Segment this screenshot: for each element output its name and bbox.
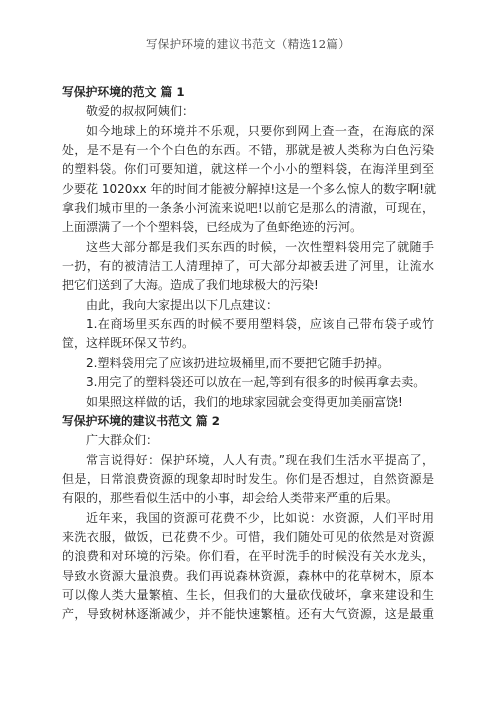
paragraph-line: 上面漂满了一个个塑料袋，已经成为了鱼虾绝迹的污河。 <box>62 220 363 235</box>
paragraph-line: 导致水资源大量浪费。我们再说森林资源，森林中的花草树木，原本 <box>62 568 434 583</box>
paragraph-line: 来洗衣服，做饭，已花费不少。可惜，我们随处可见的依然是对资源 <box>62 529 434 544</box>
paragraph-line: 少要花 1020xx 年的时间才能被分解掉!这是一个多么惊人的数字啊!就 <box>62 181 436 196</box>
paragraph-line: 2.塑料袋用完了应该扔进垃圾桶里,而不要把它随手扔掉。 <box>86 355 390 370</box>
paragraph-line: 筐，这样既环保又节约。 <box>62 336 195 351</box>
paragraph-line: 的浪费和对环境的污染。你们看，在平时洗手的时候没有关水龙头， <box>62 549 434 564</box>
paragraph-line: 一扔，有的被清洁工人清理掉了，可大部分却被丢进了河里，让流水 <box>62 259 434 274</box>
paragraph-line: 处，是不是有一个个白色的东西。不错，那就是被人类称为白色污染 <box>62 143 434 158</box>
paragraph-line: 的塑料袋。你们可要知道，就这样一个小小的塑料袋，在海洋里到至 <box>62 162 434 177</box>
document-title: 写保护环境的建议书范文（精选12篇） <box>145 37 351 51</box>
paragraph-line: 这些大部分都是我们买东西的时候，一次性塑料袋用完了就随手 <box>86 239 434 254</box>
paragraph-line: 敬爱的叔叔阿姨们： <box>86 104 195 119</box>
paragraph-line: 如果照这样做的话，我们的地球家园就会变得更加美丽富饶! <box>86 394 403 409</box>
document-body <box>62 83 434 625</box>
paragraph-line: 广大群众们： <box>86 433 159 448</box>
paragraph-line: 可以像人类大量繁植、生长，但我们的大量砍伐破坏，拿来建设和生 <box>62 587 434 602</box>
paragraph-line: 但是，日常浪费资源的现象却时时发生。你们是否想过，自然资源是 <box>62 471 434 486</box>
paragraph-line: 如今地球上的环境并不乐观，只要你到网上查一查，在海底的深 <box>86 123 434 138</box>
section-heading: 写保护环境的范文 篇 1 <box>62 85 185 99</box>
paragraph-line: 1.在商场里买东西的时候不要用塑料袋，应该自己带布袋子或竹 <box>86 317 434 332</box>
paragraph-line: 常言说得好：保护环境，人人有责。”现在我们生活水平提高了， <box>86 452 434 467</box>
section-heading: 写保护环境的建议书范文 篇 2 <box>62 413 220 428</box>
paragraph-line: 产，导致树林逐渐减少，并不能快速繁植。还有大气资源，这是最重 <box>62 607 434 622</box>
paragraph-line: 拿我们城市里的一条条小河流来说吧!以前它是那么的清澈，可现在， <box>62 201 434 216</box>
paragraph-line: 把它们送到了大海。造成了我们地球极大的污染! <box>62 278 319 293</box>
paragraph-line: 有限的，那些看似生活中的小事，却会给人类带来严重的后果。 <box>62 491 399 506</box>
paragraph-line: 由此，我向大家提出以下几点建议： <box>86 297 279 312</box>
paragraph-line: 3.用完了的塑料袋还可以放在一起,等到有很多的时候再拿去卖。 <box>86 375 426 390</box>
paragraph-line: 近年来，我国的资源可花费不少，比如说：水资源，人们平时用 <box>86 510 434 525</box>
